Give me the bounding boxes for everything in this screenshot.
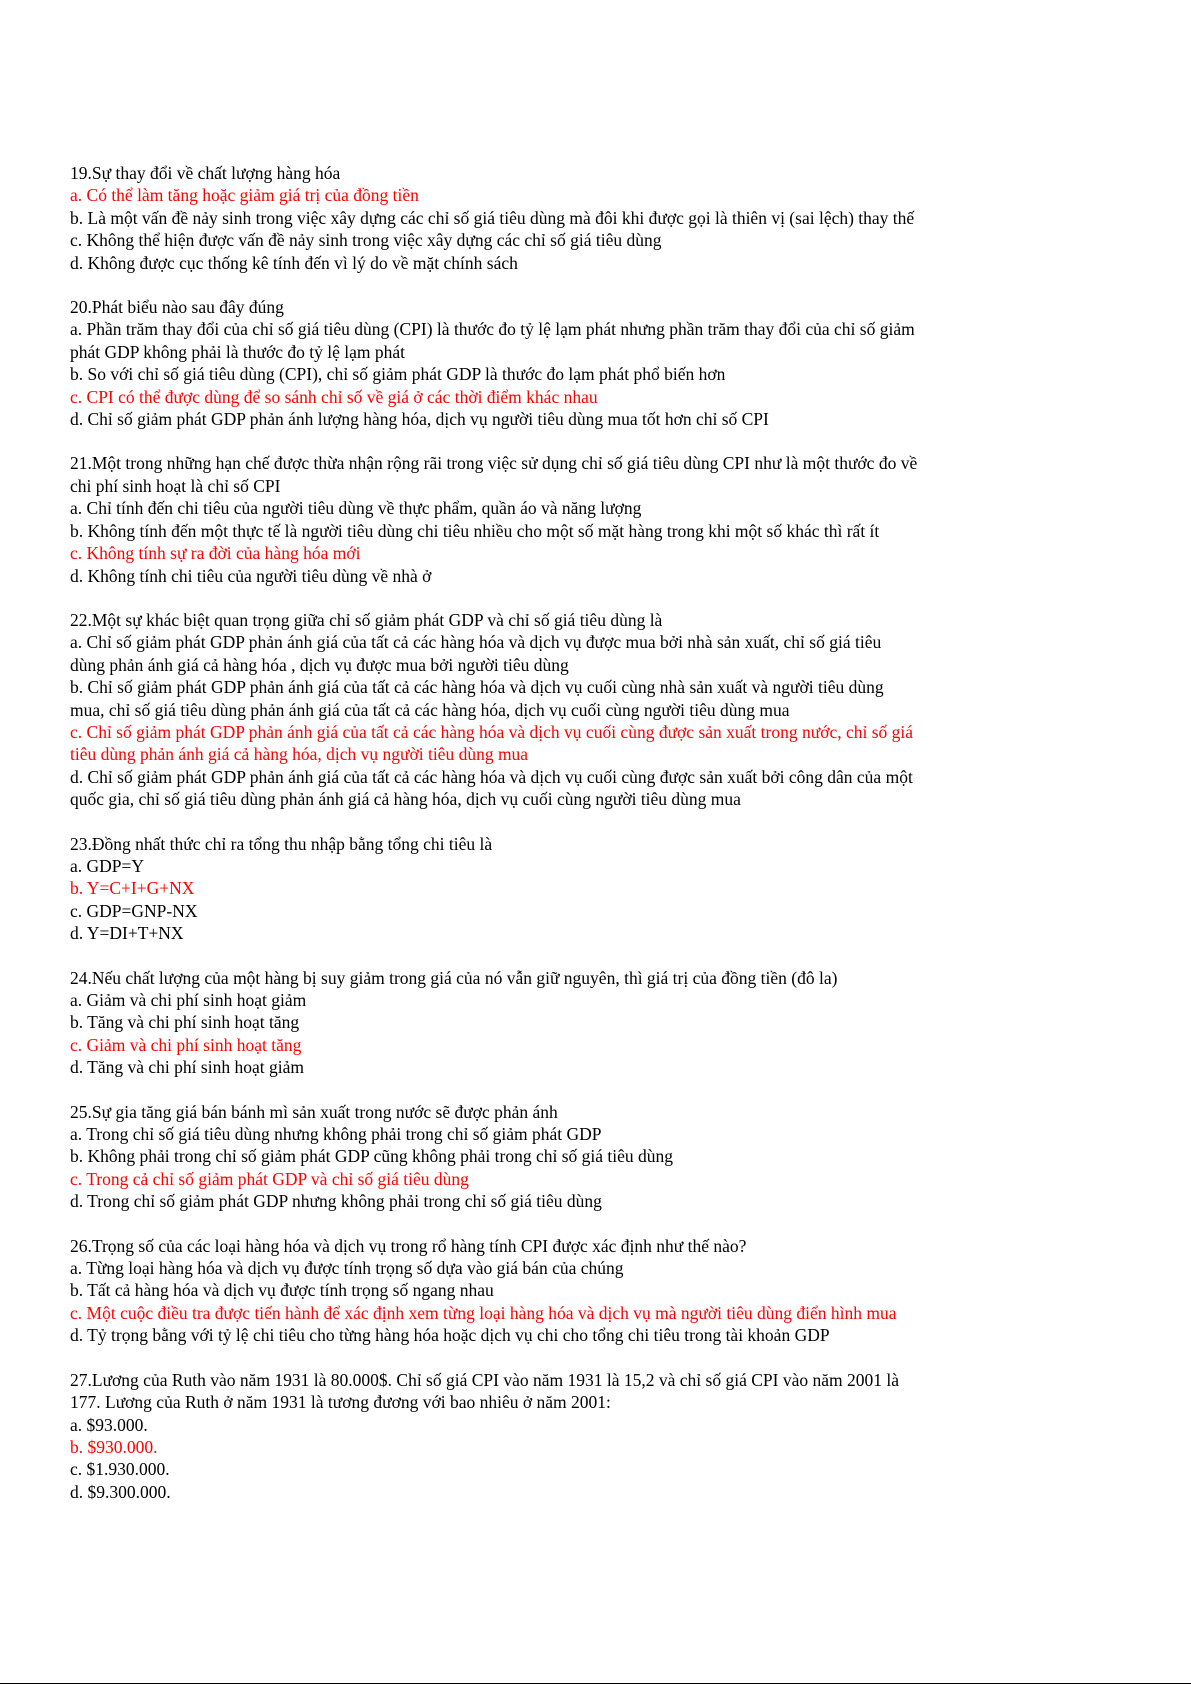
answer-option: c. $1.930.000. — [70, 1459, 170, 1480]
answer-option: c. Không thể hiện được vấn đề nảy sinh trong việc xây dựng các chỉ số giá tiêu dùng — [70, 230, 662, 251]
answer-option-correct: c. Giảm và chi phí sinh hoạt tăng — [70, 1034, 302, 1055]
answer-option: c. GDP=GNP-NX — [70, 900, 198, 921]
question-title: 22.Một sự khác biệt quan trọng giữa chỉ số giảm phát GDP và chỉ số giá tiêu dùng là — [70, 609, 663, 630]
question-title: 26.Trọng số của các loại hàng hóa và dịch vụ trong rổ hàng tính CPI được xác định như thế nào? — [70, 1235, 747, 1256]
answer-option-correct: c. Không tính sự ra đời của hàng hóa mới — [70, 543, 361, 564]
answer-option: a. GDP=Y — [70, 855, 145, 876]
answer-option: a. Giảm và chi phí sinh hoạt giảm — [70, 990, 307, 1010]
question-title: 19.Sự thay đổi về chất lượng hàng hóa — [70, 163, 341, 183]
question-title: 21.Một trong những hạn chế được thừa nhận rộng rãi trong việc sử dụng chỉ số giá tiêu dùng CPI như là một thước đo về chi phí sinh hoạt là chỉ số CPI — [70, 453, 918, 496]
answer-option: b. Chỉ số giảm phát GDP phản ánh giá của tất cả các hàng hóa và dịch vụ cuối cùng nhà sản xuất và người tiêu dùng mua, chỉ số giá tiêu dùng phản ánh giá của tất cả các hàng hóa, dịch vụ cuối cùng người tiêu dùng mua — [70, 677, 884, 720]
answer-option: b. Tất cả hàng hóa và dịch vụ được tính trọng số ngang nhau — [70, 1280, 494, 1301]
answer-option-correct: c. Trong cả chỉ số giảm phát GDP và chỉ số giá tiêu dùng — [70, 1168, 469, 1189]
answer-option: d. Không tính chi tiêu của người tiêu dùng về nhà ở — [70, 565, 432, 586]
answer-option: a. Chỉ số giảm phát GDP phản ánh giá của tất cả các hàng hóa và dịch vụ được mua bởi nhà sản xuất, chỉ số giá tiêu dùng phản ánh giá cả hàng hóa , dịch vụ được mua bởi người tiêu dùng — [70, 632, 882, 675]
answer-option: a. Phần trăm thay đổi của chỉ số giá tiêu dùng (CPI) là thước đo tỷ lệ lạm phát nhưng phần trăm thay đổi của chỉ số giảm phát GDP không phải là thước đo tỷ lệ lạm phát — [70, 319, 915, 362]
answer-option: d. $9.300.000. — [70, 1481, 171, 1502]
answer-option: d. Chỉ số giảm phát GDP phản ánh giá của tất cả các hàng hóa và dịch vụ cuối cùng được sản xuất bởi công dân của một quốc gia, chỉ số giá tiêu dùng phản ánh giá cả hàng hóa, dịch vụ cuối cùng người tiêu dùng mua — [70, 766, 913, 810]
question-title: 20.Phát biểu nào sau đây đúng — [70, 297, 284, 318]
answer-option: a. Từng loại hàng hóa và dịch vụ được tính trọng số dựa vào giá bán của chúng — [70, 1258, 624, 1279]
question-block — [70, 833, 1130, 945]
answer-option-correct: c. Một cuộc điều tra được tiến hành để xác định xem từng loại hàng hóa và dịch vụ mà người tiêu dùng điển hình mua — [70, 1302, 897, 1323]
answer-option: b. Là một vấn đề nảy sinh trong việc xây dựng các chỉ số giá tiêu dùng mà đôi khi được gọi là thiên vị (sai lệch) thay thế — [70, 207, 915, 228]
question-block — [70, 967, 1130, 1079]
answer-option: a. Chỉ tính đến chi tiêu của người tiêu dùng về thực phẩm, quần áo và năng lượng — [70, 498, 642, 519]
question-block — [70, 1369, 1130, 1503]
answer-option: b. So với chỉ số giá tiêu dùng (CPI), chỉ số giảm phát GDP là thước đo lạm phát phổ biến hơn — [70, 364, 726, 385]
question-title: 25.Sự gia tăng giá bán bánh mì sản xuất trong nước sẽ được phản ánh — [70, 1101, 558, 1122]
answer-option: a. $93.000. — [70, 1414, 148, 1435]
answer-option: b. Không tính đến một thực tế là người tiêu dùng chi tiêu nhiều cho một số mặt hàng trong khi một số khác thì rất ít — [70, 520, 880, 541]
answer-option-correct: b. $930.000. — [70, 1436, 158, 1457]
question-block — [70, 452, 1130, 586]
question-title: 23.Đồng nhất thức chỉ ra tổng thu nhập bằng tổng chi tiêu là — [70, 833, 493, 854]
answer-option: a. Trong chỉ số giá tiêu dùng nhưng không phải trong chỉ số giảm phát GDP — [70, 1124, 602, 1145]
document-body — [70, 162, 1130, 1525]
answer-option: d. Tăng và chi phí sinh hoạt giảm — [70, 1057, 304, 1078]
answer-option-correct: a. Có thể làm tăng hoặc giảm giá trị của đồng tiền — [70, 185, 419, 206]
question-title: 24.Nếu chất lượng của một hàng bị suy giảm trong giá của nó vẫn giữ nguyên, thì giá trị của đồng tiền (đô la) — [70, 967, 838, 988]
question-block — [70, 162, 1130, 274]
question-block — [70, 296, 1130, 430]
answer-option: d. Không được cục thống kê tính đến vì lý do về mặt chính sách — [70, 252, 518, 273]
answer-option: b. Không phải trong chỉ số giảm phát GDP cũng không phải trong chỉ số giá tiêu dùng — [70, 1146, 674, 1167]
answer-option-correct: c. CPI có thể được dùng để so sánh chỉ số về giá ở các thời điểm khác nhau — [70, 386, 598, 407]
answer-option: b. Tăng và chi phí sinh hoạt tăng — [70, 1012, 300, 1033]
question-block — [70, 609, 1130, 811]
answer-option: d. Trong chỉ số giảm phát GDP nhưng không phải trong chỉ số giá tiêu dùng — [70, 1191, 602, 1212]
question-block — [70, 1235, 1130, 1347]
answer-option-correct: c. Chỉ số giảm phát GDP phản ánh giá của tất cả các hàng hóa và dịch vụ cuối cùng được sản xuất trong nước, chỉ số giá tiêu dùng phản ánh giá cả hàng hóa, dịch vụ người tiêu dùng mua — [70, 721, 914, 765]
question-block — [70, 1101, 1130, 1213]
answer-option: d. Chỉ số giảm phát GDP phản ánh lượng hàng hóa, dịch vụ người tiêu dùng mua tốt hơn chỉ số CPI — [70, 409, 769, 430]
footer-divider — [0, 1683, 1191, 1684]
answer-option-correct: b. Y=C+I+G+NX — [70, 878, 195, 899]
answer-option: d. Tỷ trọng bằng với tỷ lệ chi tiêu cho từng hàng hóa hoặc dịch vụ chi cho tổng chi tiêu trong tài khoản GDP — [70, 1325, 830, 1346]
answer-option: d. Y=DI+T+NX — [70, 923, 184, 944]
question-title: 27.Lương của Ruth vào năm 1931 là 80.000$. Chỉ số giá CPI vào năm 1931 là 15,2 và chỉ số giá CPI vào năm 2001 là 177. Lương của Ruth ở năm 1931 là tương đương với bao nhiêu ở năm 2001: — [70, 1369, 899, 1413]
